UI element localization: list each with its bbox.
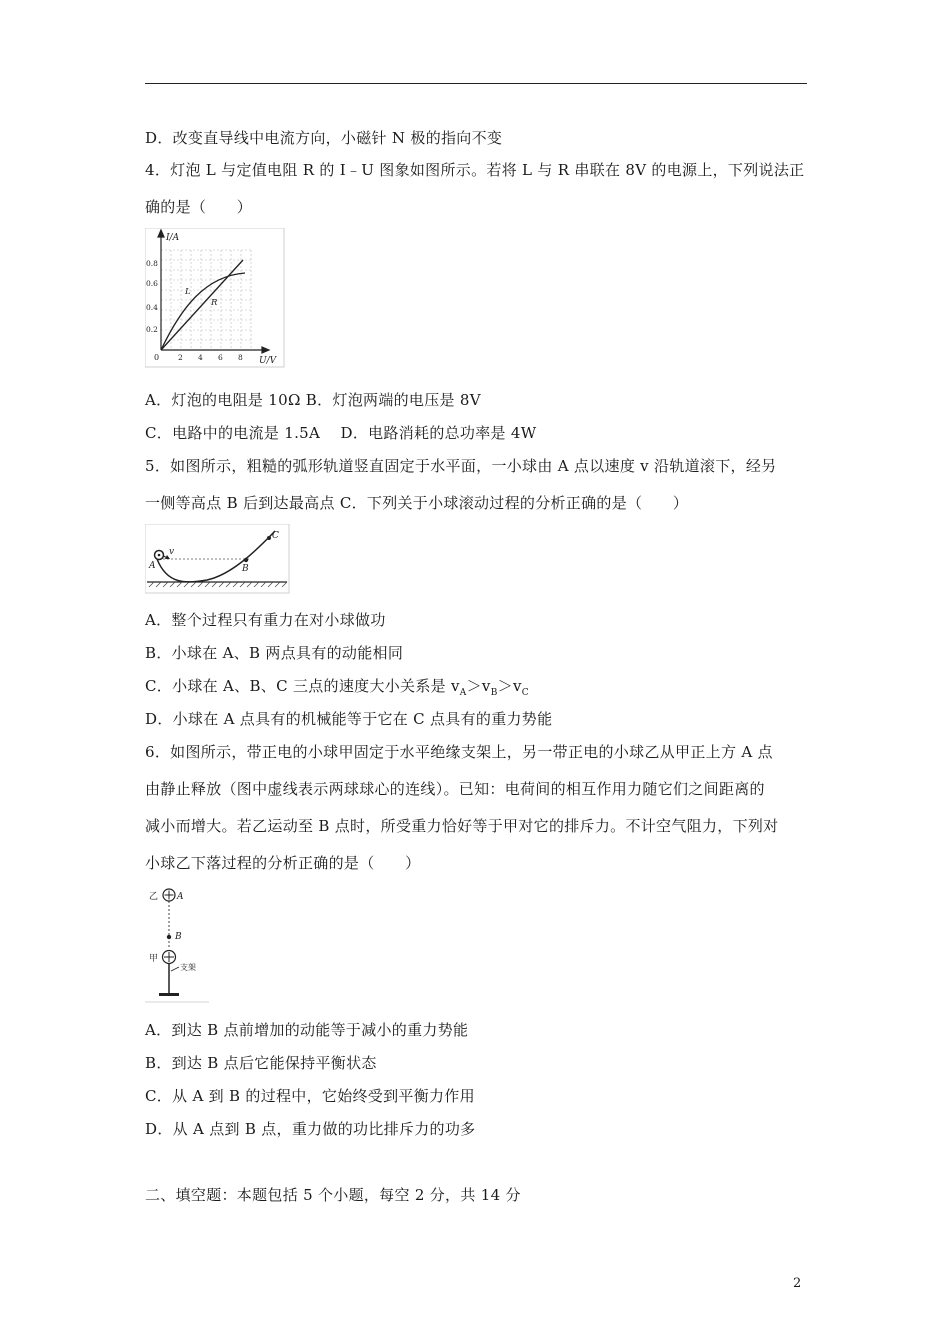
q5-stem-line2: 一侧等高点 B 后到达最高点 C．下列关于小球滚动过程的分析正确的是（ ） — [145, 494, 689, 512]
q4-y-tick-4: 0.2 — [146, 325, 158, 334]
q4-y-tick-1: 0.8 — [146, 259, 158, 268]
q6-option-c: C．从 A 到 B 的过程中，它始终受到平衡力作用 — [145, 1087, 475, 1105]
page-number: 2 — [793, 1276, 802, 1291]
q4-origin-label: 0 — [154, 353, 160, 362]
q5-option-b: B．小球在 A、B 两点具有的动能相同 — [145, 644, 404, 662]
q6-charges-figure — [145, 885, 210, 1003]
q5-option-a: A．整个过程只有重力在对小球做功 — [145, 611, 386, 629]
q5-track — [157, 531, 275, 582]
q4-options-line1: A．灯泡的电阻是 10Ω B．灯泡两端的电压是 8V — [145, 391, 481, 409]
q5-label-c: C — [272, 531, 279, 541]
q5-option-d: D．小球在 A 点具有的机械能等于它在 C 点具有的重力势能 — [145, 710, 553, 728]
q5-track-figure — [145, 524, 290, 594]
q6-option-a: A．到达 B 点前增加的动能等于减小的重力势能 — [145, 1021, 469, 1039]
q5-label-v: v — [169, 547, 175, 557]
q5-option-c: C．小球在 A、B、C 三点的速度大小关系是 $v_A>v_B>v_C$ — [145, 677, 529, 698]
q4-x-tick-2: 4 — [198, 353, 203, 362]
q5-stem-line1: 5．如图所示，粗糙的弧形轨道竖直固定于水平面，一小球由 A 点以速度 v 沿轨道滚下，经另 — [145, 457, 777, 475]
q4-x-tick-1: 2 — [178, 353, 183, 362]
q3-option-d: D．改变直导线中电流方向，小磁针 N 极的指向不变 — [145, 129, 503, 147]
q4-x-tick-4: 8 — [238, 353, 243, 362]
q4-y-axis-label: I/A — [166, 233, 180, 243]
q4-stem-line1: 4．灯泡 L 与定值电阻 R 的 I﹣U 图象如图所示。若将 L 与 R 串联在 8V 的电源上，下列说法正 — [145, 161, 805, 179]
q6-label-yi: 乙 — [149, 892, 159, 902]
q4-y-tick-3: 0.4 — [146, 303, 158, 312]
q4-x-axis-label: U/V — [259, 356, 277, 366]
q4-line-r — [161, 260, 243, 350]
q4-iu-graph — [145, 228, 285, 368]
q4-y-tick-2: 0.6 — [146, 279, 158, 288]
q4-line-r-label: R — [211, 298, 218, 308]
header-rule — [145, 83, 807, 84]
q4-x-tick-3: 6 — [218, 353, 223, 362]
q6-label-jia: 甲 — [149, 954, 159, 964]
q6-stem-line2: 由静止释放（图中虚线表示两球球心的连线）。已知：电荷间的相互作用力随它们之间距离的 — [145, 780, 765, 798]
q4-curve-l — [161, 273, 245, 350]
q6-option-d: D．从 A 点到 B 点，重力做的功比排斥力的功多 — [145, 1120, 476, 1138]
q6-label-a: A — [177, 892, 184, 902]
q6-stem-line1: 6．如图所示，带正电的小球甲固定于水平绝缘支架上，另一带正电的小球乙从甲正上方 A 点 — [145, 743, 773, 761]
section2-heading: 二、填空题：本题包括 5 个小题，每空 2 分，共 14 分 — [145, 1186, 521, 1204]
q6-stem-line3: 减小而增大。若乙运动至 B 点时，所受重力恰好等于甲对它的排斥力。不计空气阻力，下列对 — [145, 817, 779, 835]
q6-label-support: 支架 — [180, 963, 196, 972]
q4-options-line2: C．电路中的电流是 1.5A D．电路消耗的总功率是 4W — [145, 424, 537, 442]
q5-label-a: A — [149, 561, 156, 571]
q6-option-b: B．到达 B 点后它能保持平衡状态 — [145, 1054, 377, 1072]
q6-stem-line4: 小球乙下落过程的分析正确的是（ ） — [145, 854, 421, 872]
q4-curve-l-label: L — [185, 287, 191, 297]
q6-label-b: B — [175, 932, 182, 942]
q5-label-b: B — [242, 564, 249, 574]
q4-stem-line2: 确的是（ ） — [145, 198, 253, 216]
